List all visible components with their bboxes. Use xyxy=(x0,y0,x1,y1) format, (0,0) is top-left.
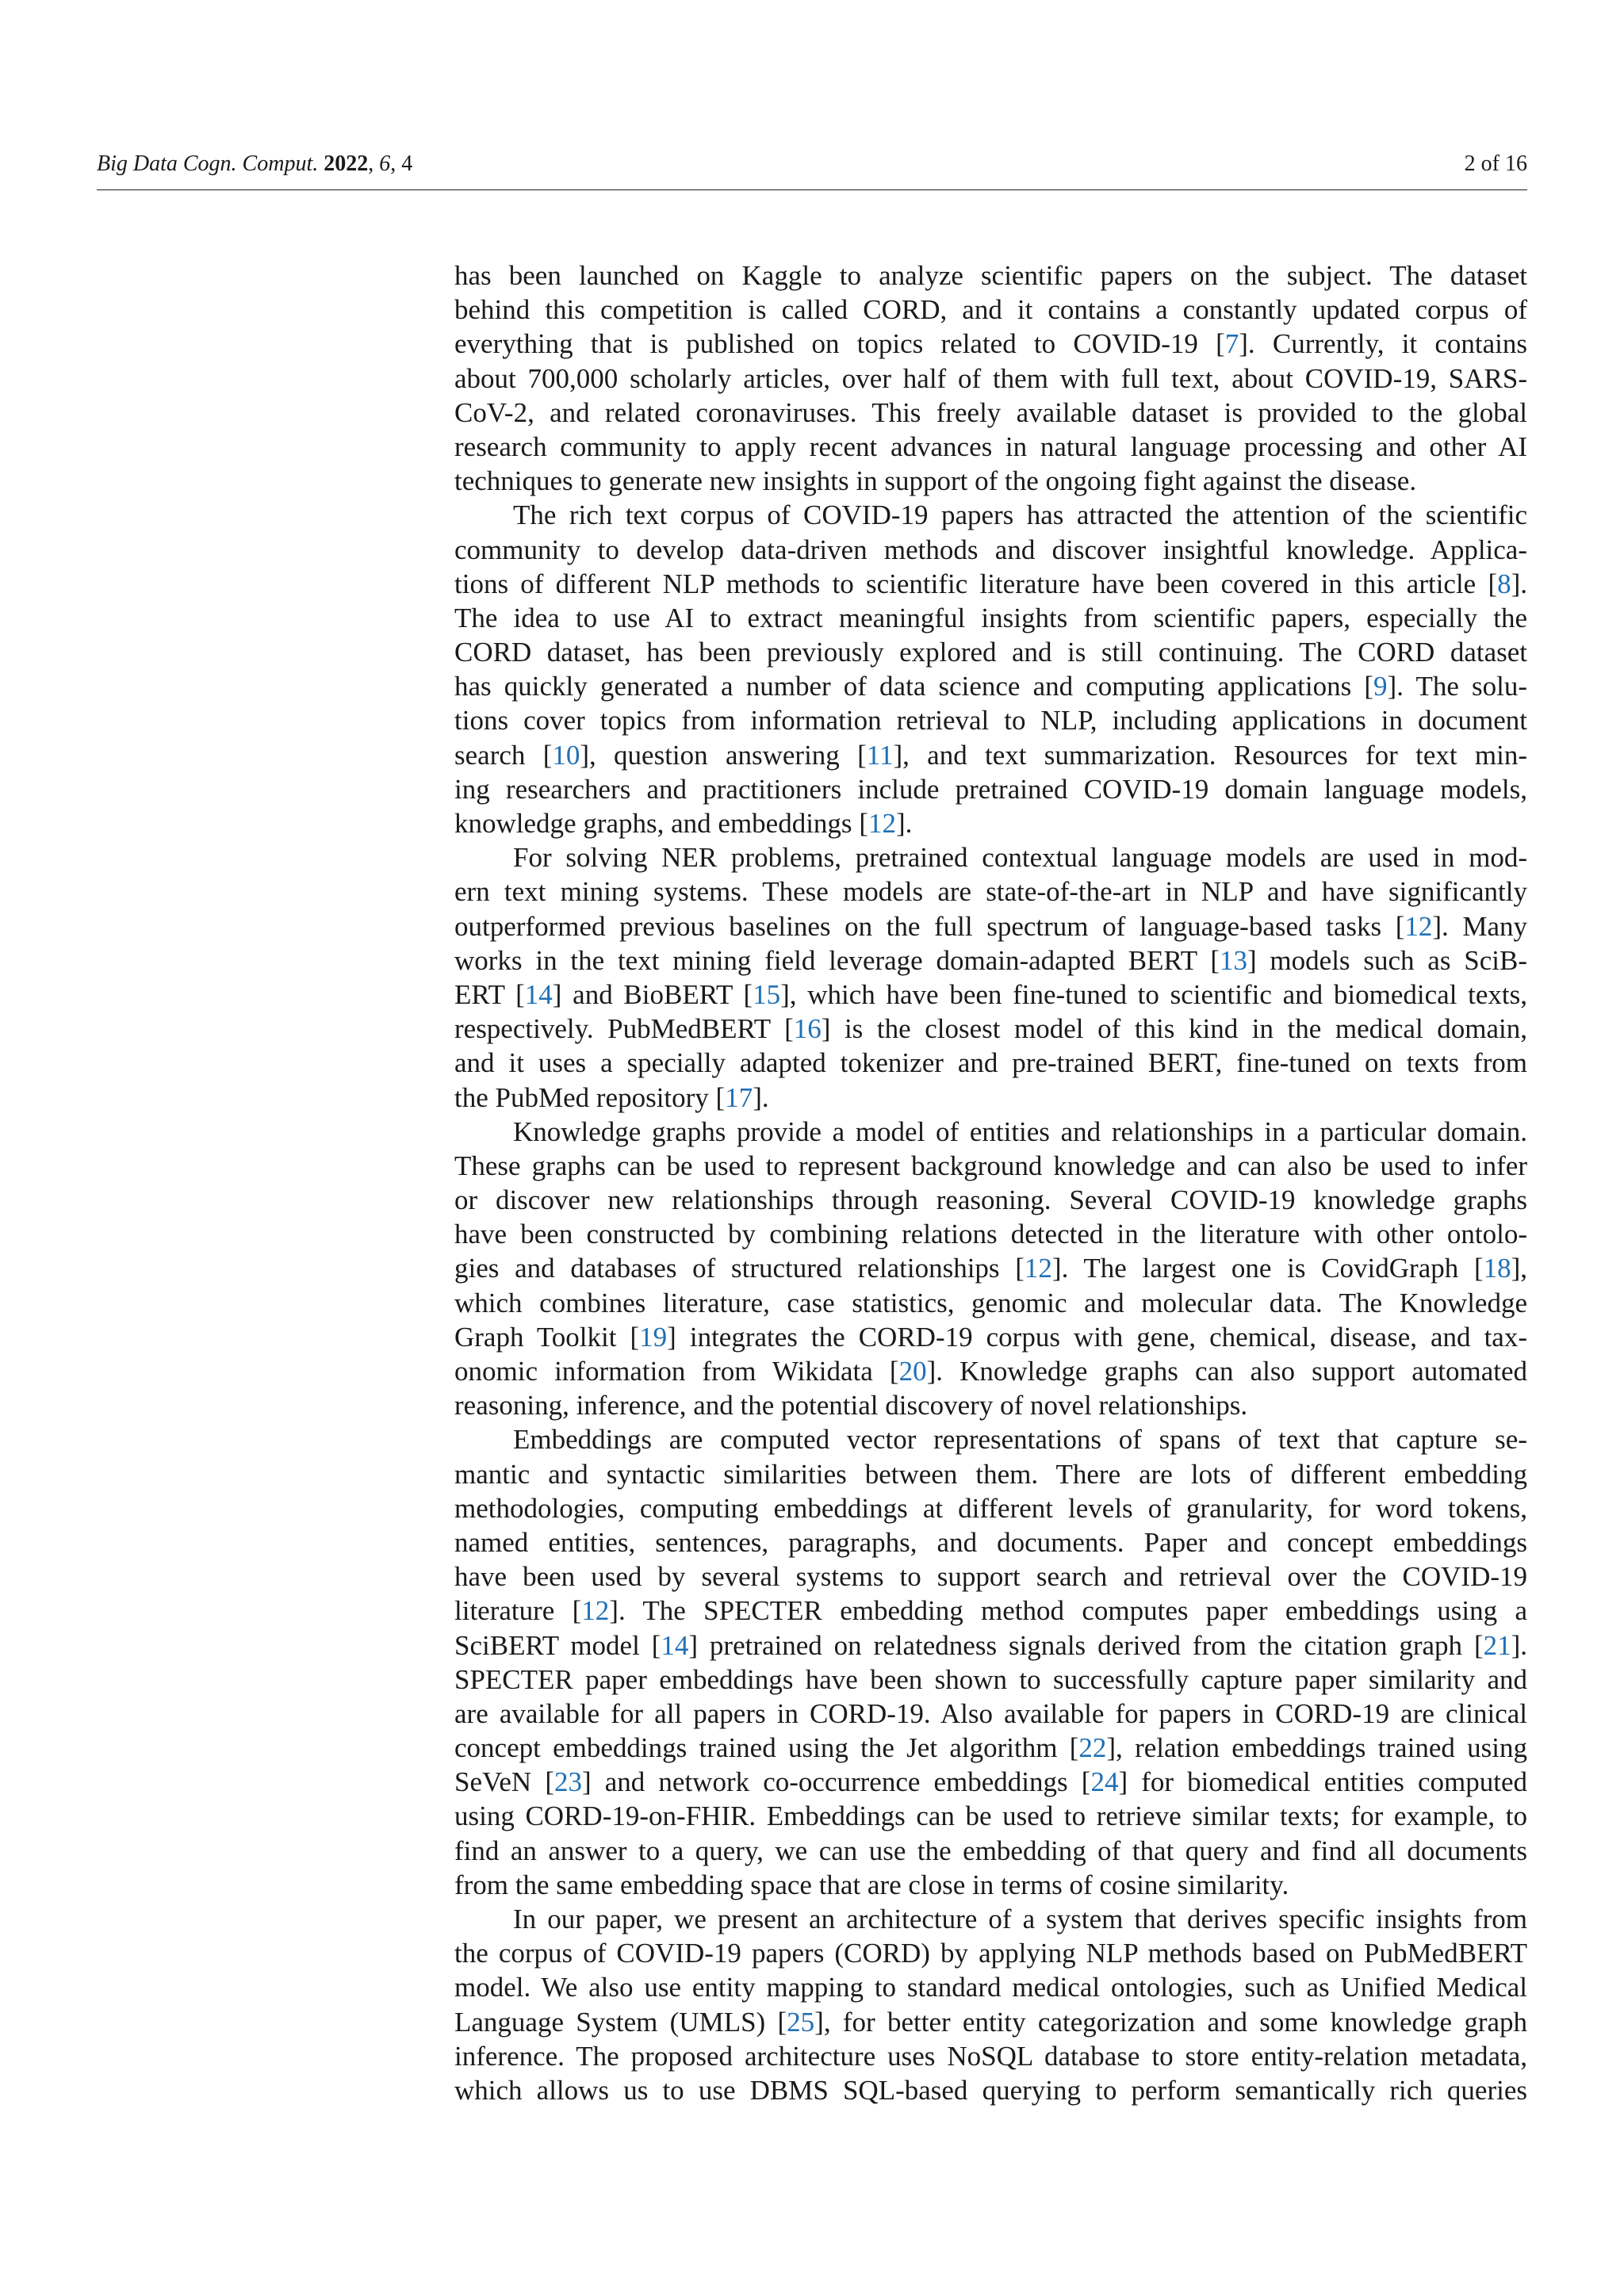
text-line: reasoning, inference, and the potential discovery of novel relationships. xyxy=(454,1390,1248,1422)
paragraph xyxy=(454,1422,1527,1902)
text-line: named entities, sentences, paragraphs, and documents. Paper and concept embeddings xyxy=(454,1526,1527,1558)
text-line: from the same embedding space that are close in terms of cosine similarity. xyxy=(454,1869,1289,1900)
text-line: Embeddings are computed vector representations of spans of text that capture se- xyxy=(513,1424,1527,1456)
text-line: Knowledge graphs provide a model of entities and relationships in a particular domain. xyxy=(513,1115,1527,1147)
text-line: The rich text corpus of COVID-19 papers has attracted the attention of the scientific xyxy=(513,499,1527,531)
text-line: the PubMed repository [17]. xyxy=(454,1081,769,1113)
text-line: Language System (UMLS) [25], for better entity categorization and some knowledge graph xyxy=(454,2006,1528,2038)
article-number: , 4 xyxy=(390,151,413,176)
text-line: concept embeddings trained using the Jet algorithm [22], relation embeddings trained using xyxy=(454,1732,1527,1764)
paragraph xyxy=(454,498,1527,840)
citation-link[interactable]: 23 xyxy=(553,1766,582,1798)
text-line: or discover new relationships through reasoning. Several COVID-19 knowledge graphs xyxy=(454,1184,1527,1216)
text-line: has quickly generated a number of data science and computing applications [9]. The solu- xyxy=(454,671,1527,702)
citation-link[interactable]: 12 xyxy=(1024,1253,1052,1284)
citation-link[interactable]: 11 xyxy=(866,739,894,771)
citation-link[interactable]: 12 xyxy=(1404,910,1433,942)
text-line: SciBERT model [14] pretrained on relatedness signals derived from the citation graph [21]. xyxy=(454,1629,1528,1661)
citation-link[interactable]: 25 xyxy=(787,2006,815,2038)
paragraph xyxy=(454,840,1527,1115)
text-line: have been constructed by combining relations detected in the literature with other ontolo- xyxy=(454,1219,1527,1250)
main-text xyxy=(454,258,1527,2107)
text-line: techniques to generate new insights in support of the ongoing fight against the disease. xyxy=(454,465,1417,497)
text-line: outperformed previous baselines on the full spectrum of language-based tasks [12]. Many xyxy=(454,910,1528,942)
text-line: which combines literature, case statistics, genomic and molecular data. The Knowledge xyxy=(454,1287,1527,1318)
text-line: are available for all papers in CORD-19. Also available for papers in CORD-19 are clinical xyxy=(454,1697,1527,1729)
text-line: SeVeN [23] and network co-occurrence embeddings [24] for biomedical entities computed xyxy=(454,1766,1527,1798)
text-line: literature [12]. The SPECTER embedding method computes paper embeddings using a xyxy=(454,1595,1528,1627)
text-line: CORD dataset, has been previously explored and is still continuing. The CORD dataset xyxy=(454,637,1527,668)
text-line: inference. The proposed architecture uses NoSQL database to store entity-relation metadata, xyxy=(454,2040,1527,2072)
text-line: tions cover topics from information retrieval to NLP, including applications in document xyxy=(454,705,1527,737)
text-line: about 700,000 scholarly articles, over half of them with full text, about COVID-19, SARS- xyxy=(454,362,1527,394)
citation-separator: , xyxy=(368,151,380,176)
citation-link[interactable]: 19 xyxy=(639,1321,668,1353)
text-line: ing researchers and practitioners include pretrained COVID-19 domain language models, xyxy=(454,773,1527,805)
text-line: methodologies, computing embeddings at different levels of granularity, for word tokens, xyxy=(454,1492,1527,1524)
text-line: SPECTER paper embeddings have been shown to successfully capture paper similarity and xyxy=(454,1663,1527,1695)
text-line: everything that is published on topics related to COVID-19 [7]. Currently, it contains xyxy=(454,328,1528,360)
header-rule xyxy=(97,189,1527,190)
text-line: has been launched on Kaggle to analyze scientific papers on the subject. The dataset xyxy=(454,260,1527,291)
citation-link[interactable]: 22 xyxy=(1078,1732,1107,1764)
paragraph xyxy=(454,1115,1527,1423)
citation-link[interactable]: 18 xyxy=(1483,1253,1511,1284)
citation-link[interactable]: 16 xyxy=(793,1013,822,1045)
publication-year: 2022 xyxy=(324,151,369,176)
citation-link[interactable]: 20 xyxy=(898,1356,927,1387)
citation-link[interactable]: 7 xyxy=(1224,328,1239,360)
text-line: the corpus of COVID-19 papers (CORD) by applying NLP methods based on PubMedBERT xyxy=(454,1938,1527,1969)
citation-link[interactable]: 13 xyxy=(1219,944,1247,976)
text-line: mantic and syntactic similarities between them. There are lots of different embedding xyxy=(454,1458,1527,1490)
citation-link[interactable]: 12 xyxy=(581,1595,610,1627)
journal-citation xyxy=(97,151,412,178)
journal-name: Big Data Cogn. Comput. xyxy=(97,151,319,176)
text-line: gies and databases of structured relationships [12]. The largest one is CovidGraph [18], xyxy=(454,1253,1527,1284)
text-line: respectively. PubMedBERT [16] is the closest model of this kind in the medical domain, xyxy=(454,1013,1527,1045)
text-line: ERT [14] and BioBERT [15], which have been fine-tuned to scientific and biomedical texts, xyxy=(454,978,1528,1010)
page-number: 2 of 16 xyxy=(1464,151,1527,176)
text-line: find an answer to a query, we can use the embedding of that query and find all documents xyxy=(454,1835,1527,1866)
citation-link[interactable]: 15 xyxy=(753,978,781,1010)
citation-link[interactable]: 21 xyxy=(1483,1629,1511,1661)
paragraph xyxy=(454,1902,1527,2107)
text-line: The idea to use AI to extract meaningful insights from scientific papers, especially the xyxy=(454,602,1527,633)
text-line: model. We also use entity mapping to standard medical ontologies, such as Unified Medical xyxy=(454,1972,1527,2003)
citation-link[interactable]: 12 xyxy=(868,808,896,839)
citation-link[interactable]: 24 xyxy=(1090,1766,1119,1798)
text-line: research community to apply recent advances in natural language processing and other AI xyxy=(454,430,1527,462)
citation-link[interactable]: 8 xyxy=(1497,568,1511,599)
text-line: works in the text mining field leverage domain-adapted BERT [13] models such as SciB- xyxy=(454,944,1527,976)
citation-link[interactable]: 10 xyxy=(552,739,580,771)
text-line: community to develop data-driven methods and discover insightful knowledge. Applica- xyxy=(454,534,1527,565)
text-line: Graph Toolkit [19] integrates the CORD-19 corpus with gene, chemical, disease, and tax- xyxy=(454,1321,1527,1353)
text-line: knowledge graphs, and embeddings [12]. xyxy=(454,808,913,839)
text-line: In our paper, we present an architecture of a system that derives specific insights from xyxy=(513,1904,1527,1934)
text-line: and it uses a specially adapted tokenizer and pre-trained BERT, fine-tuned on texts from xyxy=(454,1047,1527,1079)
text-line: ern text mining systems. These models are state-of-the-art in NLP and have significantly xyxy=(454,876,1527,908)
text-line: which allows us to use DBMS SQL-based querying to perform semantically rich queries xyxy=(454,2074,1527,2106)
text-line: For solving NER problems, pretrained contextual language models are used in mod- xyxy=(513,842,1527,874)
citation-link[interactable]: 14 xyxy=(524,978,553,1010)
text-line: These graphs can be used to represent background knowledge and can also be used to infer xyxy=(454,1150,1527,1181)
text-line: behind this competition is called CORD, and it contains a constantly updated corpus of xyxy=(454,294,1527,326)
citation-link[interactable]: 14 xyxy=(661,1629,689,1661)
paragraph xyxy=(454,258,1527,498)
text-line: tions of different NLP methods to scientific literature have been covered in this article [8]. xyxy=(454,568,1527,599)
citation-link[interactable]: 17 xyxy=(725,1081,753,1113)
volume-number: 6 xyxy=(379,151,391,176)
text-line: using CORD-19-on-FHIR. Embeddings can be used to retrieve similar texts; for example, to xyxy=(454,1800,1527,1832)
text-line: CoV-2, and related coronaviruses. This freely available dataset is provided to the global xyxy=(454,396,1527,428)
text-line: have been used by several systems to support search and retrieval over the COVID-19 xyxy=(454,1561,1527,1593)
citation-link[interactable]: 9 xyxy=(1373,671,1388,702)
text-line: onomic information from Wikidata [20]. Knowledge graphs can also support automated xyxy=(454,1356,1527,1387)
text-line: search [10], question answering [11], and text summarization. Resources for text min- xyxy=(454,739,1527,771)
